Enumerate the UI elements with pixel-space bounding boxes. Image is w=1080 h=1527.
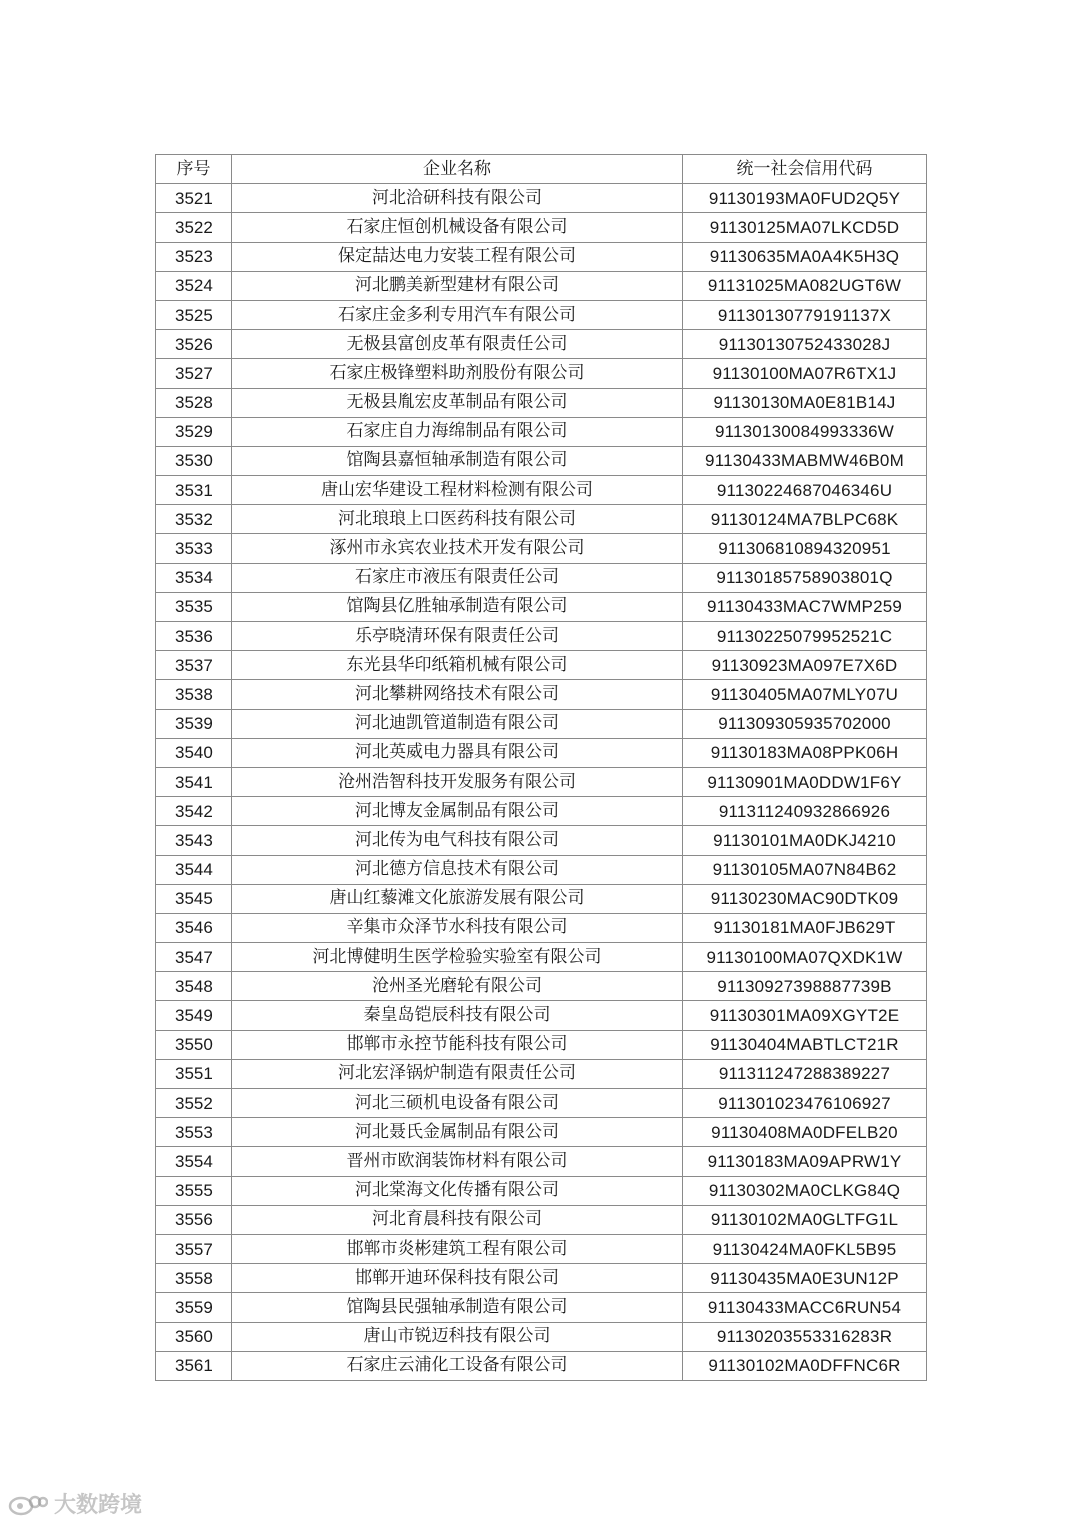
company-name-cell: 涿州市永宾农业技术开发有限公司 xyxy=(232,534,683,563)
table-row xyxy=(156,826,927,855)
table-row xyxy=(156,1351,927,1380)
credit-code-cell: 91130124MA7BLPC68K xyxy=(683,505,927,534)
company-name-cell: 邯郸开迪环保科技有限公司 xyxy=(232,1264,683,1293)
company-name-cell: 晋州市欧润装饰材料有限公司 xyxy=(232,1147,683,1176)
credit-code-cell: 91130130779191137X xyxy=(683,300,927,329)
company-name-cell: 河北育晨科技有限公司 xyxy=(232,1205,683,1234)
table-row xyxy=(156,1205,927,1234)
company-name-cell: 河北德方信息技术有限公司 xyxy=(232,855,683,884)
table-row xyxy=(156,359,927,388)
table-row xyxy=(156,738,927,767)
company-name-cell: 河北三硕机电设备有限公司 xyxy=(232,1089,683,1118)
table-row xyxy=(156,1030,927,1059)
serial-number-cell: 3560 xyxy=(156,1322,232,1351)
company-name-cell: 秦皇岛铠辰科技有限公司 xyxy=(232,1001,683,1030)
table-row xyxy=(156,767,927,796)
credit-code-cell: 91130927398887739B xyxy=(683,972,927,1001)
serial-number-cell: 3538 xyxy=(156,680,232,709)
serial-number-cell: 3551 xyxy=(156,1059,232,1088)
company-name-cell: 石家庄自力海绵制品有限公司 xyxy=(232,417,683,446)
credit-code-cell: 91130433MAC7WMP259 xyxy=(683,592,927,621)
company-name-cell: 辛集市众泽节水科技有限公司 xyxy=(232,913,683,942)
serial-number-cell: 3532 xyxy=(156,505,232,534)
serial-number-cell: 3547 xyxy=(156,943,232,972)
credit-code-cell: 91130230MAC90DTK09 xyxy=(683,884,927,913)
credit-code-cell: 91130105MA07N84B62 xyxy=(683,855,927,884)
table-row xyxy=(156,943,927,972)
company-name-cell: 河北棠海文化传播有限公司 xyxy=(232,1176,683,1205)
serial-number-cell: 3526 xyxy=(156,330,232,359)
company-name-cell: 河北英威电力器具有限公司 xyxy=(232,738,683,767)
credit-code-cell: 91130125MA07LKCD5D xyxy=(683,213,927,242)
table-row xyxy=(156,884,927,913)
serial-number-cell: 3555 xyxy=(156,1176,232,1205)
company-name-cell: 唐山红藜滩文化旅游发展有限公司 xyxy=(232,884,683,913)
serial-number-cell: 3540 xyxy=(156,738,232,767)
table-row xyxy=(156,592,927,621)
serial-number-cell: 3523 xyxy=(156,242,232,271)
serial-number-cell: 3524 xyxy=(156,271,232,300)
table-row xyxy=(156,417,927,446)
table-row xyxy=(156,797,927,826)
company-name-cell: 沧州浩智科技开发服务有限公司 xyxy=(232,767,683,796)
credit-code-cell: 91130435MA0E3UN12P xyxy=(683,1264,927,1293)
watermark xyxy=(8,1488,142,1519)
table-row xyxy=(156,1118,927,1147)
company-name-cell: 无极县胤宏皮革制品有限公司 xyxy=(232,388,683,417)
watermark-text: 大数跨境 xyxy=(54,1493,143,1518)
credit-code-cell: 91130408MA0DFELB20 xyxy=(683,1118,927,1147)
table-row xyxy=(156,300,927,329)
serial-number-cell: 3525 xyxy=(156,300,232,329)
serial-number-cell: 3558 xyxy=(156,1264,232,1293)
credit-code-cell: 91130100MA07QXDK1W xyxy=(683,943,927,972)
credit-code-cell: 91130130084993336W xyxy=(683,417,927,446)
serial-number-cell: 3522 xyxy=(156,213,232,242)
table-row xyxy=(156,505,927,534)
serial-number-cell: 3541 xyxy=(156,767,232,796)
credit-code-cell: 91130102MA0GLTFG1L xyxy=(683,1205,927,1234)
credit-code-cell: 91130183MA09APRW1Y xyxy=(683,1147,927,1176)
credit-code-cell: 91130225079952521C xyxy=(683,622,927,651)
serial-number-cell: 3546 xyxy=(156,913,232,942)
table-row xyxy=(156,1234,927,1263)
credit-code-cell: 911309305935702000 xyxy=(683,709,927,738)
company-name-cell: 邯郸市炎彬建筑工程有限公司 xyxy=(232,1234,683,1263)
table-row xyxy=(156,1264,927,1293)
credit-code-cell: 91130101MA0DKJ4210 xyxy=(683,826,927,855)
serial-number-cell: 3542 xyxy=(156,797,232,826)
credit-code-cell: 911311247288389227 xyxy=(683,1059,927,1088)
credit-code-cell: 91130224687046346U xyxy=(683,476,927,505)
serial-number-cell: 3521 xyxy=(156,184,232,213)
header-company-name: 企业名称 xyxy=(232,155,683,184)
company-name-cell: 东光县华印纸箱机械有限公司 xyxy=(232,651,683,680)
serial-number-cell: 3529 xyxy=(156,417,232,446)
company-name-cell: 河北迪凯管道制造有限公司 xyxy=(232,709,683,738)
company-name-cell: 邯郸市永控节能科技有限公司 xyxy=(232,1030,683,1059)
company-name-cell: 乐亭晓清环保有限责任公司 xyxy=(232,622,683,651)
company-name-cell: 河北传为电气科技有限公司 xyxy=(232,826,683,855)
credit-code-cell: 91130901MA0DDW1F6Y xyxy=(683,767,927,796)
table-row xyxy=(156,1059,927,1088)
serial-number-cell: 3536 xyxy=(156,622,232,651)
credit-code-cell: 91130102MA0DFFNC6R xyxy=(683,1351,927,1380)
company-name-cell: 石家庄云浦化工设备有限公司 xyxy=(232,1351,683,1380)
credit-code-cell: 91130433MACC6RUN54 xyxy=(683,1293,927,1322)
table-row xyxy=(156,534,927,563)
credit-code-cell: 91130433MABMW46B0M xyxy=(683,446,927,475)
company-name-cell: 馆陶县嘉恒轴承制造有限公司 xyxy=(232,446,683,475)
company-name-cell: 河北宏泽锅炉制造有限责任公司 xyxy=(232,1059,683,1088)
serial-number-cell: 3539 xyxy=(156,709,232,738)
company-name-cell: 石家庄恒创机械设备有限公司 xyxy=(232,213,683,242)
table-row xyxy=(156,271,927,300)
company-name-cell: 无极县富创皮革有限责任公司 xyxy=(232,330,683,359)
table-row xyxy=(156,680,927,709)
serial-number-cell: 3527 xyxy=(156,359,232,388)
table-row xyxy=(156,446,927,475)
credit-code-cell: 91130185758903801Q xyxy=(683,563,927,592)
serial-number-cell: 3561 xyxy=(156,1351,232,1380)
table-row xyxy=(156,1176,927,1205)
table-row xyxy=(156,213,927,242)
table-row xyxy=(156,1089,927,1118)
serial-number-cell: 3543 xyxy=(156,826,232,855)
serial-number-cell: 3556 xyxy=(156,1205,232,1234)
table-body xyxy=(156,184,927,1381)
credit-code-cell: 91130203553316283R xyxy=(683,1322,927,1351)
credit-code-cell: 91130405MA07MLY07U xyxy=(683,680,927,709)
credit-code-cell: 91130635MA0A4K5H3Q xyxy=(683,242,927,271)
serial-number-cell: 3535 xyxy=(156,592,232,621)
credit-code-cell: 91130181MA0FJB629T xyxy=(683,913,927,942)
table-row xyxy=(156,184,927,213)
serial-number-cell: 3552 xyxy=(156,1089,232,1118)
credit-code-cell: 91130404MABTLCT21R xyxy=(683,1030,927,1059)
serial-number-cell: 3549 xyxy=(156,1001,232,1030)
serial-number-cell: 3553 xyxy=(156,1118,232,1147)
serial-number-cell: 3557 xyxy=(156,1234,232,1263)
company-name-cell: 馆陶县亿胜轴承制造有限公司 xyxy=(232,592,683,621)
company-name-cell: 保定喆达电力安装工程有限公司 xyxy=(232,242,683,271)
credit-code-cell: 91130301MA09XGYT2E xyxy=(683,1001,927,1030)
company-name-cell: 河北洽研科技有限公司 xyxy=(232,184,683,213)
credit-code-cell: 911306810894320951 xyxy=(683,534,927,563)
table-row xyxy=(156,651,927,680)
table-row xyxy=(156,622,927,651)
weibo-style-logo-icon xyxy=(8,1491,48,1517)
company-name-cell: 河北琅琅上口医药科技有限公司 xyxy=(232,505,683,534)
serial-number-cell: 3528 xyxy=(156,388,232,417)
credit-code-cell: 91130130MA0E81B14J xyxy=(683,388,927,417)
credit-code-cell: 91130183MA08PPK06H xyxy=(683,738,927,767)
serial-number-cell: 3530 xyxy=(156,446,232,475)
company-name-cell: 唐山市锐迈科技有限公司 xyxy=(232,1322,683,1351)
company-name-cell: 沧州圣光磨轮有限公司 xyxy=(232,972,683,1001)
company-name-cell: 河北博友金属制品有限公司 xyxy=(232,797,683,826)
table-row xyxy=(156,563,927,592)
table-row xyxy=(156,476,927,505)
serial-number-cell: 3531 xyxy=(156,476,232,505)
serial-number-cell: 3559 xyxy=(156,1293,232,1322)
table-row xyxy=(156,972,927,1001)
company-name-cell: 河北博健明生医学检验实验室有限公司 xyxy=(232,943,683,972)
company-name-cell: 河北聂氏金属制品有限公司 xyxy=(232,1118,683,1147)
company-name-cell: 唐山宏华建设工程材料检测有限公司 xyxy=(232,476,683,505)
credit-code-cell: 91130923MA097E7X6D xyxy=(683,651,927,680)
company-name-cell: 馆陶县民强轴承制造有限公司 xyxy=(232,1293,683,1322)
table-row xyxy=(156,913,927,942)
serial-number-cell: 3537 xyxy=(156,651,232,680)
table-row xyxy=(156,855,927,884)
serial-number-cell: 3533 xyxy=(156,534,232,563)
company-name-cell: 石家庄金多利专用汽车有限公司 xyxy=(232,300,683,329)
table-row xyxy=(156,1001,927,1030)
credit-code-cell: 91130193MA0FUD2Q5Y xyxy=(683,184,927,213)
serial-number-cell: 3554 xyxy=(156,1147,232,1176)
company-name-cell: 河北攀耕网络技术有限公司 xyxy=(232,680,683,709)
credit-code-cell: 91130302MA0CLKG84Q xyxy=(683,1176,927,1205)
table-row xyxy=(156,1147,927,1176)
credit-code-cell: 91130100MA07R6TX1J xyxy=(683,359,927,388)
credit-code-cell: 911311240932866926 xyxy=(683,797,927,826)
company-table xyxy=(155,154,927,1381)
serial-number-cell: 3550 xyxy=(156,1030,232,1059)
table-row xyxy=(156,709,927,738)
company-name-cell: 石家庄市液压有限责任公司 xyxy=(232,563,683,592)
table-row xyxy=(156,242,927,271)
company-name-cell: 河北鹏美新型建材有限公司 xyxy=(232,271,683,300)
table-row xyxy=(156,330,927,359)
serial-number-cell: 3548 xyxy=(156,972,232,1001)
credit-code-cell: 911301023476106927 xyxy=(683,1089,927,1118)
serial-number-cell: 3545 xyxy=(156,884,232,913)
table-row xyxy=(156,1322,927,1351)
serial-number-cell: 3544 xyxy=(156,855,232,884)
header-serial-number: 序号 xyxy=(156,155,232,184)
serial-number-cell: 3534 xyxy=(156,563,232,592)
company-name-cell: 石家庄极锋塑料助剂股份有限公司 xyxy=(232,359,683,388)
header-credit-code: 统一社会信用代码 xyxy=(683,155,927,184)
table-row xyxy=(156,388,927,417)
table-row xyxy=(156,1293,927,1322)
credit-code-cell: 91130130752433028J xyxy=(683,330,927,359)
credit-code-cell: 91131025MA082UGT6W xyxy=(683,271,927,300)
credit-code-cell: 91130424MA0FKL5B95 xyxy=(683,1234,927,1263)
table-header-row xyxy=(156,155,927,184)
